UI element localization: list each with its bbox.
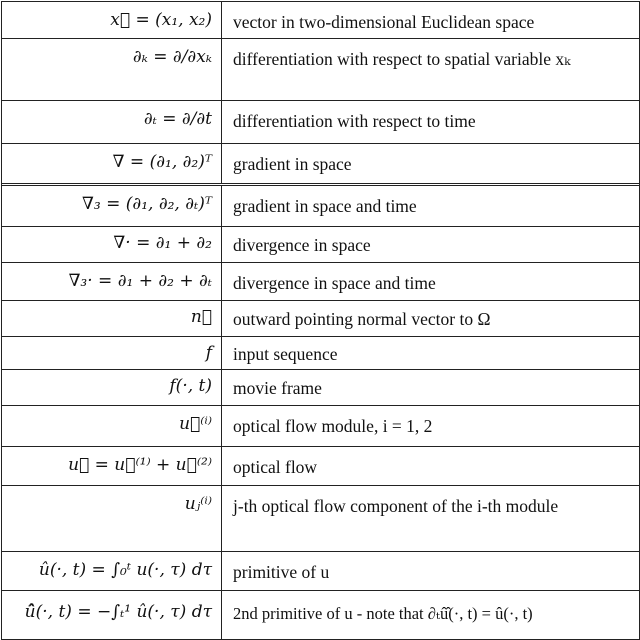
symbol-cell: f(·, t): [2, 370, 222, 405]
symbol-cell: u⃗⁽ⁱ⁾: [2, 406, 222, 446]
description-cell: j-th optical flow component of the i-th module: [233, 496, 559, 516]
symbol-cell: ∇· = ∂₁ + ∂₂: [2, 227, 222, 262]
symbol-cell: ∇₃ = (∂₁, ∂₂, ∂ₜ)ᵀ: [2, 186, 222, 226]
table-row: [2, 406, 639, 447]
table-row: [2, 2, 639, 39]
table-row: [2, 591, 639, 639]
description-cell: divergence in space: [233, 235, 371, 255]
description-cell: outward pointing normal vector to Ω: [233, 309, 491, 329]
table-row: [2, 227, 639, 263]
description-cell: 2nd primitive of u - note that ∂ₜû̂(·, t) = û(·, t): [233, 604, 533, 623]
table-row: [2, 186, 639, 227]
table-row: [2, 301, 639, 337]
symbol-cell: n⃗: [2, 301, 222, 336]
symbol-cell: x⃗ = (x₁, x₂): [2, 2, 222, 38]
symbol-cell: f: [2, 337, 222, 369]
table-row: [2, 552, 639, 591]
description-cell: differentiation with respect to spatial variable xₖ: [233, 49, 571, 69]
table-row: [2, 370, 639, 406]
description-cell: gradient in space: [233, 154, 352, 174]
symbol-cell: uⱼ⁽ⁱ⁾: [2, 486, 222, 551]
description-cell: vector in two-dimensional Euclidean space: [233, 12, 535, 32]
description-cell: input sequence: [233, 344, 338, 364]
symbol-cell: û(·, t) = ∫₀ᵗ u(·, τ) dτ: [2, 552, 222, 590]
symbol-cell: ∂ₖ = ∂/∂xₖ: [2, 39, 222, 100]
table-row: [2, 486, 639, 552]
description-cell: optical flow: [233, 457, 318, 477]
table-row: [2, 101, 639, 144]
symbol-cell: ∇₃· = ∂₁ + ∂₂ + ∂ₜ: [2, 263, 222, 300]
symbol-cell: ∇ = (∂₁, ∂₂)ᵀ: [2, 144, 222, 183]
description-cell: primitive of u: [233, 562, 330, 582]
table-row: [2, 144, 639, 186]
table-row: [2, 337, 639, 370]
table-row: [2, 263, 639, 301]
description-cell: differentiation with respect to time: [233, 111, 476, 131]
table-row: [2, 39, 639, 101]
symbol-cell: û̂(·, t) = −∫ₜ¹ û(·, τ) dτ: [2, 591, 222, 639]
symbol-cell: ∂ₜ = ∂/∂t: [2, 101, 222, 143]
description-cell: movie frame: [233, 378, 322, 398]
notation-table: [1, 1, 640, 640]
symbol-cell: u⃗ = u⃗⁽¹⁾ + u⃗⁽²⁾: [2, 447, 222, 485]
description-cell: optical flow module, i = 1, 2: [233, 416, 433, 436]
description-cell: gradient in space and time: [233, 196, 417, 216]
table-row: [2, 447, 639, 486]
description-cell: divergence in space and time: [233, 273, 436, 293]
